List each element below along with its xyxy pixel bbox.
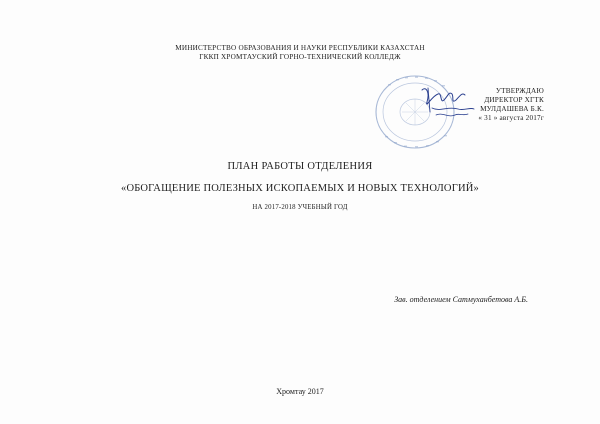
ministry-name: МИНИСТЕРСТВО ОБРАЗОВАНИЯ И НАУКИ РЕСПУБЛИКИ КАЗАХСТАН	[175, 44, 425, 52]
approval-name: МУЛДАШЕВА Б.К.	[480, 105, 544, 113]
approval-block	[478, 87, 544, 123]
city-year-footer: Хромтау 2017	[276, 387, 324, 396]
department-name: «ОБОГАЩЕНИЕ ПОЛЕЗНЫХ ИСКОПАЕМЫХ И НОВЫХ ТЕХНОЛОГИЙ»	[121, 183, 479, 194]
academic-year: НА 2017-2018 УЧЕБНЫЙ ГОД	[252, 204, 348, 211]
plan-title: ПЛАН РАБОТЫ ОТДЕЛЕНИЯ	[227, 161, 373, 172]
head-of-department: Зав. отделением Сатмуханбетова А.Б.	[394, 295, 528, 304]
organization-header	[0, 44, 600, 62]
document-title-block	[0, 160, 600, 212]
college-name: ГККП ХРОМТАУСКИЙ ГОРНО-ТЕХНИЧЕСКИЙ КОЛЛЕДЖ	[199, 53, 401, 61]
handwritten-signature-icon	[418, 82, 478, 122]
approval-date: « 31 » августа 2017г	[478, 114, 544, 122]
approval-word: УТВЕРЖДАЮ	[495, 87, 544, 95]
approval-position: ДИРЕКТОР ХГТК	[484, 96, 544, 104]
